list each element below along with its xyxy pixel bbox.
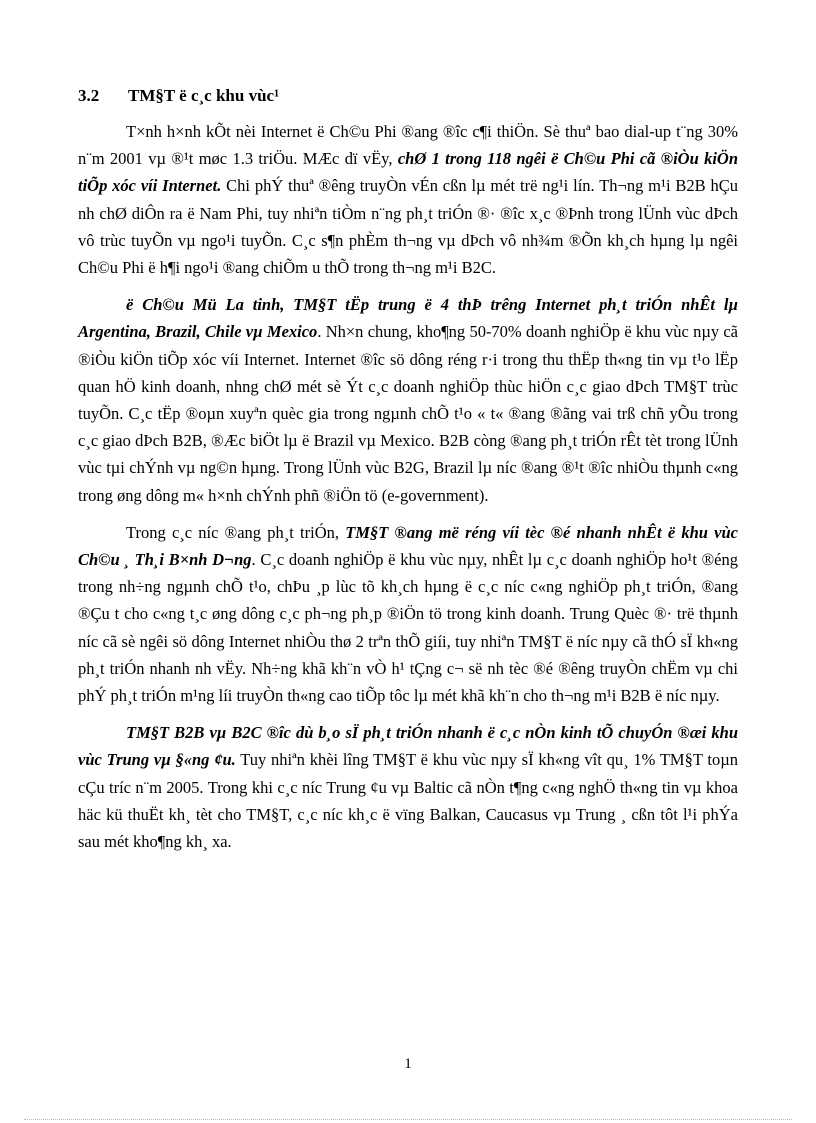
- text-run: Tuy nhiªn khèi lîng TM§T ë khu vùc nµy sÏ kh«ng vît qu¸ 1% TM§T toµn cÇu tríc n¨m 2005. Trong khi c¸c níc Trung ¢u vµ Baltic cã nÒn t¶ng c«ng nghÖ th«ng tin vµ khoa häc kü thuËt kh¸ tèt cho TM§T, c¸c níc kh¸c ë vïng Balkan, Caucasus vµ Trung ¸ cßn tôt l¹i phÝa sau mét kho¶ng kh¸ xa.: [78, 750, 738, 852]
- paragraph-asia-pacific: [78, 519, 738, 709]
- paragraph-africa: [78, 118, 738, 281]
- emphasis-run: chØ 1 trong 118 ngêi ë Ch©u Phi cã ®iÒu kiÖn tiÕp xóc víi Internet.: [78, 149, 738, 196]
- section-heading: [78, 86, 279, 106]
- footer-divider: [24, 1119, 792, 1120]
- body-text: [78, 118, 738, 865]
- emphasis-run: TM§T B2B vµ B2C ®îc dù b¸o sÏ ph¸t triÓn nhanh ë c¸c nÒn kinh tÕ chuyÓn ®æi khu vùc Trung vµ §«ng ¢u.: [78, 723, 738, 770]
- emphasis-run: ë Ch©u Mü La tinh, TM§T tËp trung ë 4 thÞ trêng Internet ph¸t triÓn nhÊt lµ Argentina, Brazil, Chile vµ Mexico: [78, 295, 738, 342]
- text-run: T×nh h×nh kÕt nèi Internet ë Ch©u Phi ®ang ®îc c¶i thiÖn. Sè thuª bao dial-up t¨ng 30% n¨m 2001 vµ ®¹t møc 1.3 triÖu. MÆc dï vËy,: [78, 122, 738, 169]
- section-title: TM§T ë c¸c khu vùc¹: [128, 86, 280, 105]
- text-run: . Nh×n chung, kho¶ng 50-70% doanh nghiÖp ë khu vùc nµy cã ®iÒu kiÖn tiÕp xóc víi Internet. Internet ®îc sö dông réng r·i trong thu thËp th«ng tin vµ t¹o lËp quan hÖ kinh doanh, nhng chØ mét sè Ýt c¸c doanh nghiÖp thùc hiÖn c¸c giao dÞch TM§T trùc tuyÕn. C¸c tËp ®oµn xuyªn quèc gia trong ngµnh chÕ t¹o « t« ®ang ®ãng vai trß chñ yÕu trong c¸c giao dÞch B2B, ®Æc biÖt lµ ë Brazil vµ Mexico. B2B còng ®ang ph¸t triÓn rÊt tèt trong lÜnh vùc tµi chÝnh vµ ng©n hµng. Trong lÜnh vùc B2G, Brazil lµ níc ®ang ®¹t ®îc nhiÒu thµnh c«ng trong øng dông m« h×nh chÝnh phñ ®iÖn tö (e-government).: [78, 322, 738, 505]
- section-number: 3.2: [78, 86, 100, 105]
- text-run: . C¸c doanh nghiÖp ë khu vùc nµy, nhÊt lµ c¸c doanh nghiÖp ho¹t ®éng trong nh÷ng ngµnh chÕ t¹o, chÞu ¸p lùc tõ kh¸ch hµng ë c¸c níc c«ng nghiÖp ph¸t triÓn, ®ang ®Çu t cho c«ng t¸c øng dông c¸c ph¬ng ph¸p ®iÖn tö trong kinh doanh. Trung Quèc ®· trë thµnh níc cã sè ngêi sö dông Internet nhiÒu thø 2 trªn thÕ giíi, tuy nhiªn TM§T ë níc nµy cã thÓ sÏ kh«ng ph¸t triÓn nhanh nh vËy. Nh÷ng khã kh¨n vÒ h¹ tÇng c¬ së nh tèc ®é ®êng truyÒn chËm vµ chi phÝ ph¸t triÓn m¹ng líi truyÒn th«ng cao tiÕp tôc lµ mét khã kh¨n cho th¬ng m¹i B2B ë níc nµy.: [78, 550, 738, 706]
- text-run: Chi phÝ thuª ®êng truyÒn vÉn cßn lµ mét trë ng¹i lín. Th¬ng m¹i B2B hÇu nh chØ diÔn ra ë Nam Phi, tuy nhiªn tiÒm n¨ng ph¸t triÓn ®· ®îc x¸c ®Þnh trong lÜnh vùc dÞch vô trùc tuyÕn vµ ngo¹i tuyÕn. C¸c s¶n phÈm th¬ng vµ dÞch vô nh¾m ®Õn kh¸ch hµng lµ ngêi Ch©u Phi ë h¶i ngo¹i ®ang chiÕm u thÕ trong th¬ng m¹i B2C.: [78, 176, 738, 278]
- page-number: 1: [404, 1056, 412, 1072]
- paragraph-latin-america: [78, 291, 738, 509]
- emphasis-run: TM§T ®ang më réng víi tèc ®é nhanh nhÊt ë khu vùc Ch©u ¸ Th¸i B×nh D¬ng: [78, 522, 738, 570]
- paragraph-europe: [78, 719, 738, 855]
- text-run: Trong c¸c níc ®ang ph¸t triÓn,: [126, 522, 346, 542]
